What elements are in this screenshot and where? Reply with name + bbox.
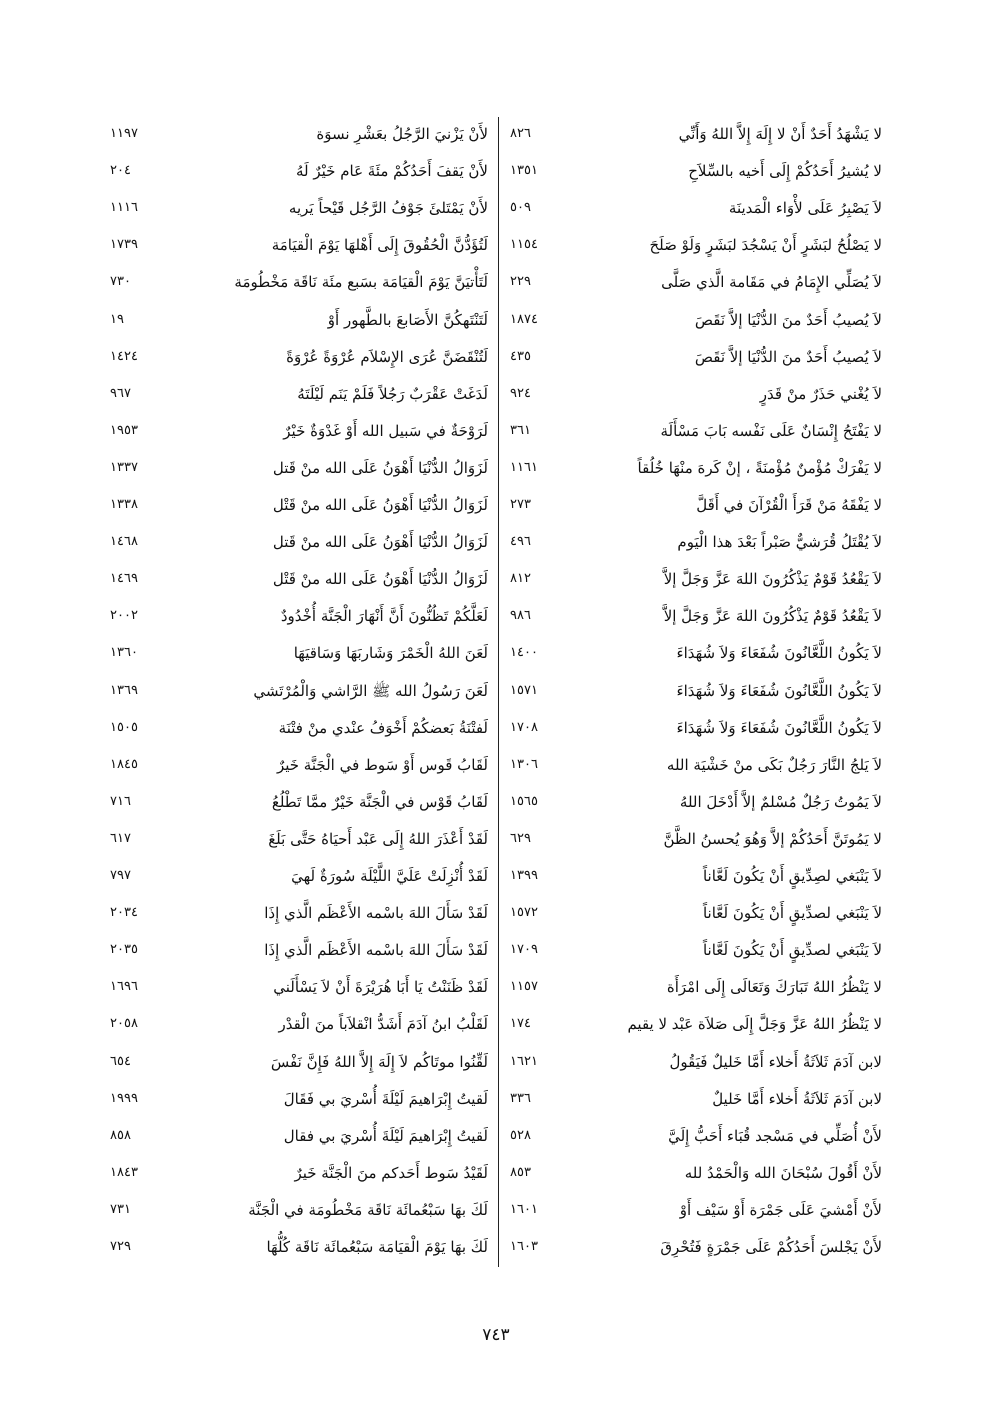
entry-reference-number: ١١٦١ xyxy=(510,459,538,475)
entry-reference-number: ١٧٠٩ xyxy=(510,942,538,958)
entry-reference-number: ١٨٤٥ xyxy=(110,756,138,772)
entry-hadith-incipit: لاَ يَنْبَغي لصدِّيقٍ أَنْ يَكُونَ لَعَّاناً xyxy=(702,941,882,960)
entry-hadith-incipit: لَقَابُ قَوس أَوْ سَوط في الْجَنَّة خَيرٌ xyxy=(276,755,488,774)
entry-reference-number: ١٥٧١ xyxy=(510,682,538,698)
index-entry xyxy=(510,1230,882,1264)
index-entry xyxy=(510,154,882,188)
entry-hadith-incipit: لَدَغَتْ عَقْرَبٌ رَجُلاً فَلَمْ يَنَم لَيْلَتَهُ xyxy=(297,384,488,403)
entry-reference-number: ١٥٦٥ xyxy=(510,793,538,809)
entry-reference-number: ١٨٧٤ xyxy=(510,311,538,327)
index-entry xyxy=(510,970,882,1004)
entry-hadith-incipit: لاَ يَقْعُدُ قَوْمٌ يَذْكُرُونَ اللهَ عَزَّ وَجَلَّ إلاَّ xyxy=(663,607,882,626)
entry-hadith-incipit: لَعَنَ رَسُولُ الله ﷺ الرَّاشي وَالْمُرْتَشي xyxy=(253,681,488,700)
entry-reference-number: ١٣٠٦ xyxy=(510,756,538,772)
index-entry xyxy=(510,1007,882,1041)
entry-hadith-incipit: لا يَشْهَدُ أَحَدٌ أَنْ لا إِلَهَ إِلاَّ اللهُ وَأَنِّي xyxy=(678,125,882,143)
entry-hadith-incipit: لَعَلَّكُمْ تَظُنُّونَ أَنَّ أَنْهَارَ الْجَنَّة أُخْدُودٌ xyxy=(280,607,488,626)
index-entry xyxy=(510,896,882,930)
entry-hadith-incipit: لَتَنْتَهكُنَّ الأَصَابعَ بالطَّهور أَوْ xyxy=(327,310,488,329)
index-entry xyxy=(510,822,882,856)
index-entry xyxy=(110,191,488,225)
entry-hadith-incipit: لَكَ بهَا يَوْمَ الْقيَامَة سَبْعُمائَة نَاقَة كُلُّهَا xyxy=(266,1238,488,1256)
entry-hadith-incipit: لأَنْ يَقفَ أَحَدُكُمْ مئَةَ عَام خَيْرٌ لَهُ xyxy=(295,162,488,181)
entry-reference-number: ١٥٠٥ xyxy=(110,719,138,735)
entry-reference-number: ٧٩٧ xyxy=(110,868,131,883)
entry-reference-number: ٨٥٨ xyxy=(110,1127,131,1143)
index-entry xyxy=(110,265,488,299)
entry-reference-number: ٩٨٦ xyxy=(510,608,531,624)
entry-hadith-incipit: لاَ يُقْتَلُ قُرَشيٌّ صَبْراً بَعْدَ هذا الْيَوم xyxy=(677,533,882,552)
entry-hadith-incipit: لَقَدْ سَأَلَ اللهَ باسْمه الأَعْظَم الَّذي إِذَا xyxy=(264,941,488,960)
entry-reference-number: ١٣٩٩ xyxy=(510,868,538,883)
entry-reference-number: ١٨٤٣ xyxy=(110,1164,138,1180)
index-entry xyxy=(110,859,488,893)
entry-hadith-incipit: لَزَوَالُ الدُّنْيَا أَهْوَنُ عَلَى الله منْ قَتل xyxy=(272,458,488,477)
index-entry xyxy=(110,488,488,522)
entry-hadith-incipit: لَعَنَ اللهُ الْخَمْرَ وَشَاربَهَا وَسَاقيَهَا xyxy=(293,644,488,663)
entry-reference-number: ٤٩٦ xyxy=(510,534,531,550)
entry-hadith-incipit: لَتُؤَدُّنَّ الْحُقُوقَ إِلَى أَهْلهَا يَوْمَ الْقيَامَة xyxy=(271,236,488,255)
entry-reference-number: ١١٥٤ xyxy=(510,237,538,253)
entry-reference-number: ١٤٠٠ xyxy=(510,645,538,661)
index-entry xyxy=(510,265,882,299)
entry-reference-number: ٩٢٤ xyxy=(510,385,531,401)
index-entry xyxy=(110,1045,488,1079)
index-entry xyxy=(510,377,882,411)
index-entry xyxy=(510,303,882,337)
entry-hadith-incipit: لا يَصْلُحُ لبَشَرٍ أَنْ يَسْجُدَ لبَشَرٍ وَلَوْ صَلَحَ xyxy=(649,236,882,255)
entry-reference-number: ١٩ xyxy=(110,311,124,327)
index-entry xyxy=(110,711,488,745)
page-number: ٧٤٣ xyxy=(482,1325,510,1345)
entry-reference-number: ٧٣١ xyxy=(110,1201,131,1217)
index-entry xyxy=(510,748,882,782)
entry-hadith-incipit: لاَ يَكُونُ اللَّعَّانُونَ شُفَعَاءَ وَلاَ شُهَدَاءَ xyxy=(676,681,882,700)
index-entry xyxy=(510,1156,882,1190)
entry-reference-number: ١٩٩٩ xyxy=(110,1090,138,1106)
entry-hadith-incipit: لاَ يُصيبُ أَحَدٌ منَ الدُّنْيَا إلاَّ نَقَصَ xyxy=(694,347,882,366)
entry-reference-number: ٨١٢ xyxy=(510,571,531,587)
entry-reference-number: ١٣٥١ xyxy=(510,163,538,179)
entry-reference-number: ٣٣٦ xyxy=(510,1090,531,1106)
entry-reference-number: ٦٥٤ xyxy=(110,1053,131,1069)
entry-reference-number: ٦٢٩ xyxy=(510,830,531,846)
index-entry xyxy=(510,414,882,448)
entry-reference-number: ١٤٦٨ xyxy=(110,534,138,550)
entry-hadith-incipit: لاَ يَمُوتُ رَجُلٌ مُسْلمٌ إلاَّ أَدْخَلَ اللهُ xyxy=(679,792,882,811)
index-entry xyxy=(510,340,882,374)
column-divider xyxy=(498,117,499,1267)
index-entry xyxy=(110,117,488,151)
entry-hadith-incipit: لَفتْنَةُ بَعضكُمْ أَخْوَفُ عنْدي منْ فتْنَة xyxy=(278,718,488,737)
index-entry xyxy=(110,340,488,374)
entry-hadith-incipit: لاَ يَلجُ النَّارَ رَجُلٌ بَكَى منْ خَشْيَة الله xyxy=(666,755,882,774)
entry-hadith-incipit: لَقَلْبُ ابنُ آدَمَ أَشَدُّ انْقلاَباً منَ الْقدْر xyxy=(278,1015,488,1034)
entry-hadith-incipit: لاَ يَصْبِرُ عَلَى لأْوَاء الْمَدينَة xyxy=(728,199,882,218)
index-entry xyxy=(110,303,488,337)
entry-reference-number: ٤٣٥ xyxy=(510,348,531,364)
entry-hadith-incipit: لاَ يَقْعُدُ قَوْمٌ يَذْكُرُونَ اللهَ عَزَّ وَجَلَّ إلاَّ xyxy=(663,570,882,589)
entry-reference-number: ٧٣٠ xyxy=(110,274,131,290)
entry-hadith-incipit: لَقيتُ إِبْرَاهيمَ لَيْلَةَ أُسْريَ بي فقال xyxy=(283,1126,488,1145)
entry-reference-number: ١٩٥٣ xyxy=(110,422,138,438)
index-entry xyxy=(110,525,488,559)
entry-reference-number: ٨٢٦ xyxy=(510,126,531,141)
entry-reference-number: ٨٥٣ xyxy=(510,1164,531,1180)
index-entry xyxy=(110,1082,488,1116)
entry-reference-number: ٢٠٣٤ xyxy=(110,905,138,921)
index-entry xyxy=(110,599,488,633)
entry-hadith-incipit: لا يَنْظُرُ اللهُ تَبَارَكَ وَتَعَالَى إِلَى امْرَأَة xyxy=(666,978,882,997)
entry-reference-number: ٢٠٥٨ xyxy=(110,1016,138,1032)
entry-hadith-incipit: لأَنْ يَمْتَلئَ جَوْفُ الرَّجُل قَيْحاً يَريه xyxy=(288,199,488,218)
index-entry xyxy=(510,785,882,819)
index-entry xyxy=(510,711,882,745)
index-entry xyxy=(110,377,488,411)
index-entry xyxy=(110,1119,488,1153)
entry-hadith-incipit: لابن آدَمَ ثَلاَثَةُ أَخلاء أَمَّا خَليلٌ فَيَقُولُ xyxy=(669,1052,882,1071)
index-entry xyxy=(510,1119,882,1153)
entry-reference-number: ١٧٣٩ xyxy=(110,237,138,253)
entry-hadith-incipit: لا يَنْظُرُ اللهُ عَزَّ وَجَلَّ إِلَى صَلاَة عَبْد لا يقيم xyxy=(627,1015,882,1034)
index-entry xyxy=(510,488,882,522)
entry-hadith-incipit: لاَ يَنْبَغي لصِدِّيقٍ أَنْ يَكُونَ لَعَّاناً xyxy=(702,867,882,885)
entry-hadith-incipit: لأَنْ يَزْنيَ الرَّجُلُ بعَشْرِ نسوَة xyxy=(316,125,488,143)
index-entry xyxy=(110,451,488,485)
entry-reference-number: ٢٠٣٥ xyxy=(110,942,138,958)
entry-hadith-incipit: لَقيتُ إِبْرَاهيمَ لَيْلَةَ أُسْريَ بي فَقَالَ xyxy=(283,1089,488,1108)
entry-hadith-incipit: لا يُشيرُ أَحَدُكُمْ إِلَى أَخيه بالسِّلاَحِ xyxy=(688,162,882,181)
index-entry xyxy=(110,154,488,188)
index-entry xyxy=(110,1156,488,1190)
entry-hadith-incipit: لَقِّنُوا موتَاكُم لاَ إِلَهَ إِلاَّ اللهُ فَإِنَّ نَفْسَ xyxy=(270,1052,488,1071)
entry-hadith-incipit: لابن آدَمَ ثَلاَثَةُ أَخلاء أَمَّا خَليلٌ xyxy=(712,1089,882,1108)
entry-reference-number: ١١١٦ xyxy=(110,200,138,216)
entry-reference-number: ٥٠٩ xyxy=(510,200,531,216)
entry-reference-number: ٧١٦ xyxy=(110,793,131,809)
index-entry xyxy=(110,1230,488,1264)
entry-reference-number: ٢٢٩ xyxy=(510,274,531,290)
entry-hadith-incipit: لَرَوْحَةٌ في سَبيل الله أَوْ غَدْوَةٌ خَيْرٌ xyxy=(283,421,488,440)
entry-hadith-incipit: لاَ يُصيبُ أَحَدٌ منَ الدُّنْيَا إلاَّ نَقَصَ xyxy=(694,310,882,329)
entry-reference-number: ١٦٠٣ xyxy=(510,1239,538,1254)
entry-reference-number: ١٦٠١ xyxy=(510,1201,538,1217)
index-entry xyxy=(110,785,488,819)
index-entry xyxy=(510,1045,882,1079)
index-entry xyxy=(110,822,488,856)
index-entry xyxy=(510,191,882,225)
entry-reference-number: ٢٠٤ xyxy=(110,163,131,179)
entry-reference-number: ١١٥٧ xyxy=(510,979,538,995)
entry-reference-number: ١٥٧٢ xyxy=(510,905,538,921)
index-entry xyxy=(510,228,882,262)
index-entry xyxy=(510,933,882,967)
entry-hadith-incipit: لَكَ بهَا سَبْعُمائَة نَاقَة مَخْطُومَة في الْجَنَّة xyxy=(248,1200,488,1219)
entry-reference-number: ٢٧٣ xyxy=(510,497,531,512)
entry-reference-number: ١٦٩٦ xyxy=(110,979,138,995)
index-entry xyxy=(110,933,488,967)
entry-reference-number: ١٤٢٤ xyxy=(110,348,138,364)
entry-hadith-incipit: لأَنْ أَمْشيَ عَلَى جَمْرَة أَوْ سَيْف أَوْ xyxy=(679,1200,882,1219)
entry-hadith-incipit: لاَ يُغْني حَذَرٌ منْ قَدَرٍ xyxy=(759,384,882,403)
index-entry xyxy=(510,636,882,670)
entry-reference-number: ١٣٣٨ xyxy=(110,497,138,512)
entry-hadith-incipit: لَزَوَالُ الدُّنْيَا أَهْوَنُ عَلَى الله منْ قَتْل xyxy=(272,496,488,514)
entry-reference-number: ٩٦٧ xyxy=(110,385,131,401)
index-entry xyxy=(110,896,488,930)
entry-reference-number: ١٧٤ xyxy=(510,1016,531,1032)
entry-reference-number: ٣٦١ xyxy=(510,422,531,438)
entry-hadith-incipit: لاَ يُصَلِّي الإِمَامُ في مَقَامة الَّذي صَلَّى xyxy=(661,273,882,292)
entry-reference-number: ١٤٦٩ xyxy=(110,571,138,587)
entry-hadith-incipit: لا يَمُوتَنَّ أَحَدُكُمْ إلاَّ وَهُوَ يُحسنُ الظَّنَّ xyxy=(663,829,882,848)
entry-reference-number: ١٣٦٩ xyxy=(110,682,138,698)
entry-hadith-incipit: لَزَوَالُ الدُّنْيَا أَهْوَنُ عَلَى الله منْ قَتل xyxy=(272,533,488,552)
entry-hadith-incipit: لاَ يَكُونُ اللَّعَّانُونَ شُفَعَاءَ وَلاَ شُهَدَاءَ xyxy=(676,644,882,663)
entry-hadith-incipit: لَتَأْتيَنَّ يَوْمَ الْقيَامَة بسَبع مئَة نَاقَة مَخْطُومَة xyxy=(234,273,488,292)
entry-hadith-incipit: لَزَوَالُ الدُّنْيَا أَهْوَنُ عَلَى الله منْ قَتْل xyxy=(272,570,488,589)
entry-hadith-incipit: لَقَابُ قَوْس في الْجَنَّة خَيْرٌ ممَّا تَطْلُعُ xyxy=(271,792,488,811)
entry-hadith-incipit: لأَنْ يَجْلسَ أَحَدُكُمْ عَلَى جَمْرَةٍ فَتُحْرِقَ xyxy=(660,1238,882,1256)
entry-hadith-incipit: لا يَفْرَكْ مُؤْمنٌ مُؤْمنَةً ، إنْ كَرهَ منْهَا خُلُقاً xyxy=(637,458,882,477)
entry-reference-number: ١٦٢١ xyxy=(510,1053,538,1069)
entry-reference-number: ١٣٣٧ xyxy=(110,459,138,475)
index-entry xyxy=(110,228,488,262)
entry-hadith-incipit: لَقَدْ أَعْذَرَ اللهُ إِلَى عَبْد أَحيَاهُ حَتَّى بَلَغَ xyxy=(268,829,488,848)
left-index-column xyxy=(110,117,488,1272)
entry-hadith-incipit: لَقَدْ سَأَلَ اللهَ باسْمه الأَعْظَم الَّذي إِذَا xyxy=(264,904,488,923)
index-entry xyxy=(110,414,488,448)
entry-reference-number: ١٧٠٨ xyxy=(510,719,538,735)
entry-hadith-incipit: لَقَدْ أُنْزِلَتْ عَلَيَّ اللَّيْلَة سُورَةٌ لَهيَ xyxy=(291,867,488,885)
index-entry xyxy=(110,636,488,670)
entry-reference-number: ١١٩٧ xyxy=(110,126,138,141)
entry-hadith-incipit: لأَنْ أَقُولَ سُبْحَانَ الله وَالْحَمْدُ لله xyxy=(684,1163,882,1182)
index-entry xyxy=(110,674,488,708)
index-entry xyxy=(110,970,488,1004)
entry-hadith-incipit: لا يَفْقَهُ مَنْ قَرَأَ الْقُرْآنَ في أَقَلَّ xyxy=(696,496,882,514)
index-entry xyxy=(510,525,882,559)
index-entry xyxy=(110,562,488,596)
entry-reference-number: ٢٠٠٢ xyxy=(110,608,138,624)
index-entry xyxy=(110,1193,488,1227)
entry-reference-number: ٧٢٩ xyxy=(110,1239,131,1254)
index-entry xyxy=(510,599,882,633)
right-index-column xyxy=(510,117,882,1272)
entry-hadith-incipit: لَقَدْ ظَنَنْتُ يَا أَبَا هُرَيْرَةَ أَنْ لاَ يَسْأَلَني xyxy=(273,978,488,997)
entry-hadith-incipit: لأَنْ أُصَلِّي في مَسْجد قُبَاء أَحَبُّ إِلَيَّ xyxy=(668,1126,882,1145)
entry-hadith-incipit: لَقَيْدُ سَوط أَحَدكم منَ الْجَنَّة خَيرٌ xyxy=(294,1163,488,1182)
entry-hadith-incipit: لاَ يَنْبَغي لصدِّيقٍ أَنْ يَكُونَ لَعَّاناً xyxy=(702,904,882,923)
entry-hadith-incipit: لاَ يَكُونُ اللَّعَّانُونَ شُفَعَاءَ وَلاَ شُهَدَاءَ xyxy=(676,718,882,737)
entry-hadith-incipit: لا يَفْتَحُ إِنْسَانٌ عَلَى نَفْسه بَابَ مَسْأَلَة xyxy=(660,421,882,440)
index-entry xyxy=(510,674,882,708)
index-entry xyxy=(110,748,488,782)
index-entry xyxy=(510,117,882,151)
index-entry xyxy=(110,1007,488,1041)
index-entry xyxy=(510,562,882,596)
entry-reference-number: ١٣٦٠ xyxy=(110,645,138,661)
index-entry xyxy=(510,451,882,485)
entry-reference-number: ٦١٧ xyxy=(110,830,131,846)
index-entry xyxy=(510,1193,882,1227)
entry-reference-number: ٥٢٨ xyxy=(510,1127,531,1143)
index-entry xyxy=(510,1082,882,1116)
entry-hadith-incipit: لَتُنْقَضَنَّ عُرَى الإِسْلاَم عُرْوَةً عُرْوَةً xyxy=(286,347,488,366)
index-entry xyxy=(510,859,882,893)
